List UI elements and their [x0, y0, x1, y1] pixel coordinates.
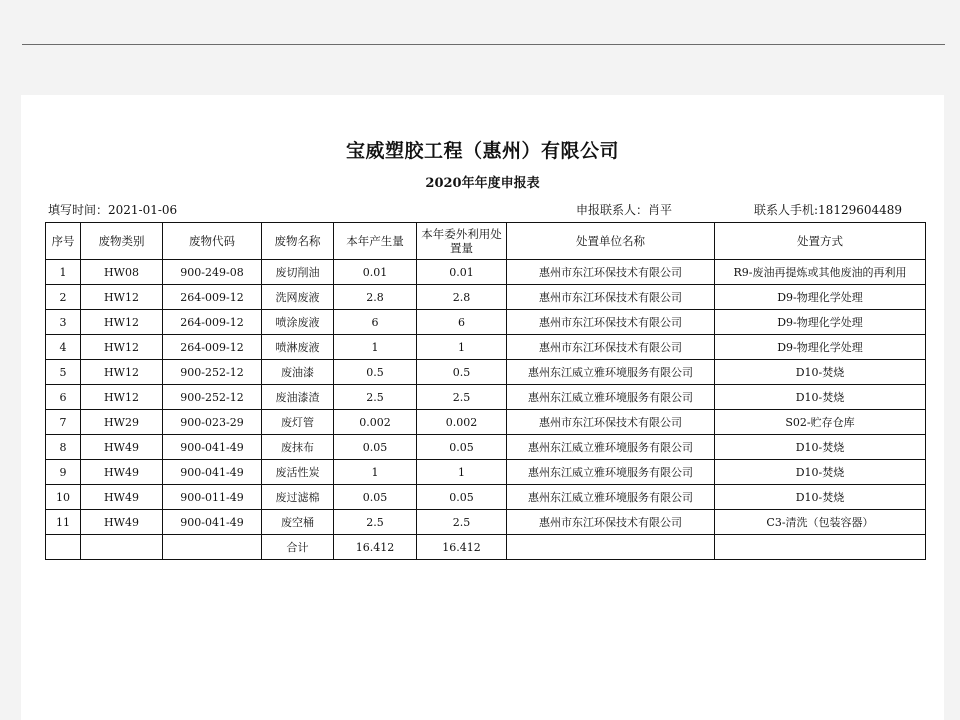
report-subtitle: 2020年年度申报表 [425, 176, 540, 191]
table-cell [163, 535, 262, 560]
waste-report-table [45, 222, 926, 560]
disposal-company: 惠州东江威立雅环境服务有限公司 [507, 360, 715, 385]
produced-amount: 2.5 [334, 385, 417, 410]
table-row [46, 410, 926, 435]
header-cell: 序号 [46, 223, 81, 260]
table-body [46, 260, 926, 560]
waste-category: HW49 [81, 485, 163, 510]
table-row [46, 360, 926, 385]
waste-code: 900-252-12 [163, 385, 262, 410]
produced-amount: 2.8 [334, 285, 417, 310]
row-number: 11 [46, 510, 81, 535]
row-number: 7 [46, 410, 81, 435]
disposal-method: D9-物理化学处理 [715, 285, 926, 310]
disposed-amount: 0.05 [417, 485, 507, 510]
disposed-amount: 0.01 [417, 260, 507, 285]
table-row [46, 260, 926, 285]
table-cell [46, 535, 81, 560]
table-cell [81, 535, 163, 560]
table-row [46, 485, 926, 510]
header-cell: 处置方式 [715, 223, 926, 260]
waste-name: 废油漆 [262, 360, 334, 385]
header-cell: 废物名称 [262, 223, 334, 260]
produced-amount: 2.5 [334, 510, 417, 535]
waste-category: HW12 [81, 310, 163, 335]
disposed-amount: 2.5 [417, 510, 507, 535]
disposal-method: D10-焚烧 [715, 360, 926, 385]
row-number: 10 [46, 485, 81, 510]
row-number: 1 [46, 260, 81, 285]
row-number: 8 [46, 435, 81, 460]
waste-code: 900-252-12 [163, 360, 262, 385]
header-cell: 本年委外利用处置量 [417, 223, 507, 260]
produced-amount: 0.002 [334, 410, 417, 435]
waste-code: 900-023-29 [163, 410, 262, 435]
table-row [46, 510, 926, 535]
disposed-amount: 0.002 [417, 410, 507, 435]
waste-code: 264-009-12 [163, 285, 262, 310]
table-cell [507, 535, 715, 560]
total-disposed: 16.412 [417, 535, 507, 560]
disposal-company: 惠州市东江环保技术有限公司 [507, 510, 715, 535]
row-number: 5 [46, 360, 81, 385]
waste-category: HW49 [81, 460, 163, 485]
waste-category: HW12 [81, 385, 163, 410]
row-number: 3 [46, 310, 81, 335]
waste-category: HW49 [81, 435, 163, 460]
produced-amount: 6 [334, 310, 417, 335]
header-cell: 废物类别 [81, 223, 163, 260]
row-number: 6 [46, 385, 81, 410]
header-cell: 废物代码 [163, 223, 262, 260]
contact-person: 申报联系人：肖平 [576, 203, 673, 217]
disposal-company: 惠州市东江环保技术有限公司 [507, 285, 715, 310]
disposal-method: D10-焚烧 [715, 485, 926, 510]
disposed-amount: 2.5 [417, 385, 507, 410]
disposed-amount: 0.5 [417, 360, 507, 385]
produced-amount: 1 [334, 335, 417, 360]
waste-code: 900-011-49 [163, 485, 262, 510]
total-row [46, 535, 926, 560]
waste-category: HW12 [81, 335, 163, 360]
disposal-method: D10-焚烧 [715, 460, 926, 485]
table-row [46, 460, 926, 485]
disposed-amount: 0.05 [417, 435, 507, 460]
disposal-company: 惠州东江威立雅环境服务有限公司 [507, 460, 715, 485]
waste-category: HW12 [81, 360, 163, 385]
disposal-company: 惠州市东江环保技术有限公司 [507, 410, 715, 435]
waste-code: 900-249-08 [163, 260, 262, 285]
disposal-company: 惠州东江威立雅环境服务有限公司 [507, 385, 715, 410]
waste-name: 喷涂废液 [262, 310, 334, 335]
waste-code: 900-041-49 [163, 510, 262, 535]
waste-category: HW29 [81, 410, 163, 435]
fill-time: 填写时间：2021-01-06 [48, 203, 178, 217]
disposal-method: D9-物理化学处理 [715, 310, 926, 335]
waste-code: 900-041-49 [163, 435, 262, 460]
table-row [46, 335, 926, 360]
produced-amount: 0.5 [334, 360, 417, 385]
document-page [21, 95, 944, 720]
table-row [46, 310, 926, 335]
table-row [46, 285, 926, 310]
header-cell: 本年产生量 [334, 223, 417, 260]
table-cell [715, 535, 926, 560]
total-produced: 16.412 [334, 535, 417, 560]
waste-code: 264-009-12 [163, 335, 262, 360]
disposal-method: C3-清洗（包装容器） [715, 510, 926, 535]
row-number: 2 [46, 285, 81, 310]
waste-name: 喷淋废液 [262, 335, 334, 360]
waste-name: 废活性炭 [262, 460, 334, 485]
waste-category: HW08 [81, 260, 163, 285]
disposed-amount: 1 [417, 460, 507, 485]
waste-name: 洗网废液 [262, 285, 334, 310]
row-number: 9 [46, 460, 81, 485]
waste-category: HW49 [81, 510, 163, 535]
waste-name: 废切削油 [262, 260, 334, 285]
disposal-method: S02-贮存仓库 [715, 410, 926, 435]
produced-amount: 0.05 [334, 435, 417, 460]
total-label: 合计 [262, 535, 334, 560]
produced-amount: 0.01 [334, 260, 417, 285]
waste-name: 废油漆渣 [262, 385, 334, 410]
disposal-company: 惠州市东江环保技术有限公司 [507, 260, 715, 285]
company-title: 宝威塑胶工程（惠州）有限公司 [345, 140, 619, 162]
waste-code: 900-041-49 [163, 460, 262, 485]
disposal-method: D9-物理化学处理 [715, 335, 926, 360]
waste-name: 废抹布 [262, 435, 334, 460]
top-divider [22, 44, 945, 45]
header-row [46, 223, 926, 260]
table-row [46, 435, 926, 460]
waste-name: 废灯管 [262, 410, 334, 435]
disposal-company: 惠州市东江环保技术有限公司 [507, 335, 715, 360]
produced-amount: 0.05 [334, 485, 417, 510]
contact-phone: 联系人手机:18129604489 [754, 203, 903, 217]
waste-name: 废过滤棉 [262, 485, 334, 510]
header-cell: 处置单位名称 [507, 223, 715, 260]
disposal-company: 惠州东江威立雅环境服务有限公司 [507, 485, 715, 510]
disposal-method: R9-废油再提炼或其他废油的再利用 [715, 260, 926, 285]
disposal-method: D10-焚烧 [715, 435, 926, 460]
disposed-amount: 1 [417, 335, 507, 360]
waste-code: 264-009-12 [163, 310, 262, 335]
waste-name: 废空桶 [262, 510, 334, 535]
produced-amount: 1 [334, 460, 417, 485]
table-row [46, 385, 926, 410]
disposed-amount: 2.8 [417, 285, 507, 310]
disposal-company: 惠州市东江环保技术有限公司 [507, 310, 715, 335]
row-number: 4 [46, 335, 81, 360]
disposal-method: D10-焚烧 [715, 385, 926, 410]
waste-category: HW12 [81, 285, 163, 310]
disposal-company: 惠州东江威立雅环境服务有限公司 [507, 435, 715, 460]
disposed-amount: 6 [417, 310, 507, 335]
